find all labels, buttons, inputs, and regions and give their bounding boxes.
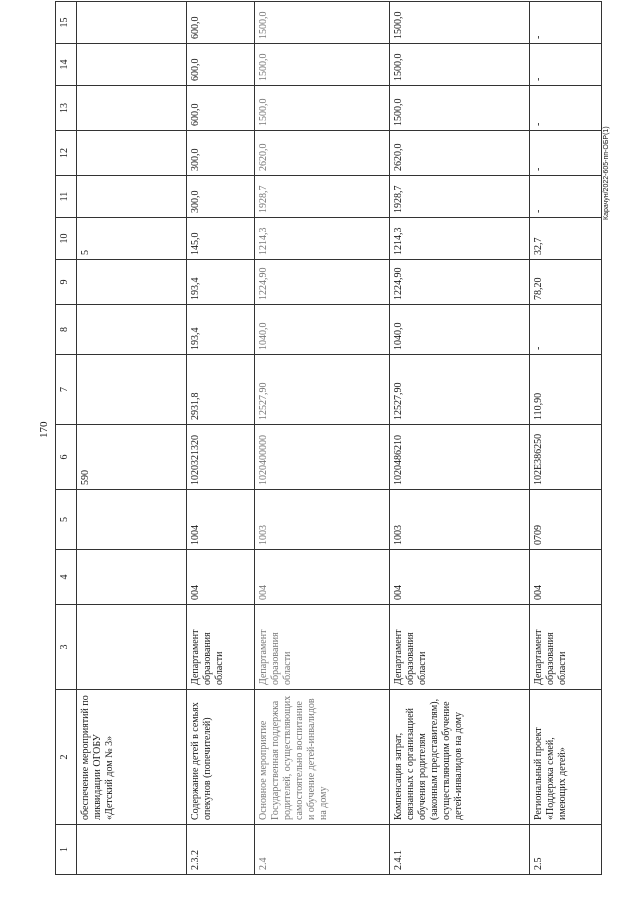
budget-table [55,1,602,875]
table-cell: - [530,176,602,218]
table-cell: 004 [390,550,530,605]
table-cell: 12527,90 [255,355,390,425]
table-cell [77,44,187,86]
table-cell: 1928,7 [255,176,390,218]
column-header: 15 [56,2,77,44]
column-header: 2 [56,690,77,825]
table-cell: 1214,3 [255,218,390,260]
table-cell: - [530,131,602,176]
column-header: 8 [56,305,77,355]
table-cell [77,605,187,690]
table-cell: - [530,44,602,86]
table-cell: 193,4 [187,305,255,355]
table-cell: 1040,0 [390,305,530,355]
table-cell: 300,0 [187,176,255,218]
table-cell: Содержание детей в семьях опекунов (попечителей) [187,690,255,825]
table-cell: 1500,0 [390,2,530,44]
table-row [390,2,530,875]
table-cell: 2.4 [255,825,390,875]
table-cell: 600,0 [187,86,255,131]
table-cell: Департамент образования области [390,605,530,690]
table-cell: 5 [77,218,187,260]
table-cell: 32,7 [530,218,602,260]
page-number: 170 [38,421,50,438]
table-cell: 590 [77,425,187,490]
table-cell: 78,20 [530,260,602,305]
table-cell: 1224,90 [255,260,390,305]
table-cell: 1004 [187,490,255,550]
rotated-table-wrapper [55,11,580,875]
table-cell: Департамент образования области [187,605,255,690]
table-cell [77,2,187,44]
table-cell: - [530,305,602,355]
table-cell: 2.5 [530,825,602,875]
table-cell: 0709 [530,490,602,550]
table-cell: обеспечение мероприятий по ликвидации ОГОБУ «Детский дом № 3» [77,690,187,825]
table-cell: 1020486210 [390,425,530,490]
table-cell: 12527,90 [390,355,530,425]
table-cell: Основное мероприятие Государственная поддержка родителей, осуществляющих самостоятельно воспитание и обучение детей-инвалидов на дому [255,690,390,825]
table-cell: 110,90 [530,355,602,425]
column-header: 3 [56,605,77,690]
header-row [56,2,77,875]
table-cell: 2.4.1 [390,825,530,875]
table-cell: 1003 [390,490,530,550]
table-cell: 102Е386250 [530,425,602,490]
column-header: 10 [56,218,77,260]
table-cell: 1040,0 [255,305,390,355]
table-cell: 2620,0 [390,131,530,176]
table-cell: 1500,0 [390,44,530,86]
table-cell [77,550,187,605]
table-cell: 004 [530,550,602,605]
document-code: Карачун/2022-605-пп-ОБР(1) [603,126,610,220]
table-cell: 004 [255,550,390,605]
table-cell: Компенсация затрат, связанных с организацией обучения родителям (законным представителям), осуществляющим обучение детей-инвалидов на дому [390,690,530,825]
table-cell: 2931,8 [187,355,255,425]
column-header: 4 [56,550,77,605]
table-cell: - [530,2,602,44]
column-header: 12 [56,131,77,176]
table-cell [77,260,187,305]
table-cell: 2620,0 [255,131,390,176]
column-header: 5 [56,490,77,550]
table-row [530,2,602,875]
table-cell: 600,0 [187,44,255,86]
table-cell: 1020321320 [187,425,255,490]
table-cell: 1214,3 [390,218,530,260]
table-cell [77,131,187,176]
table-cell: 300,0 [187,131,255,176]
column-header: 7 [56,355,77,425]
table-cell: 1224,90 [390,260,530,305]
table-cell: 145,0 [187,218,255,260]
table-cell: 193,4 [187,260,255,305]
table-cell: 1500,0 [255,86,390,131]
table-cell: 1928,7 [390,176,530,218]
table-row [187,2,255,875]
table-cell [77,825,187,875]
column-header: 14 [56,44,77,86]
table-cell: - [530,86,602,131]
table-cell [77,176,187,218]
table-cell: Региональный проект «Поддержка семей, имеющих детей» [530,690,602,825]
table-cell: Департамент образования области [530,605,602,690]
table-cell [77,86,187,131]
table-row [255,2,390,875]
table-row [77,2,187,875]
table-cell: Департамент образования области [255,605,390,690]
column-header: 11 [56,176,77,218]
table-body [77,2,602,875]
column-header: 6 [56,425,77,490]
table-cell: 2.3.2 [187,825,255,875]
table-cell [77,490,187,550]
table-cell: 1500,0 [255,2,390,44]
table-cell: 1500,0 [390,86,530,131]
table-cell: 1500,0 [255,44,390,86]
table-cell: 600,0 [187,2,255,44]
column-header: 1 [56,825,77,875]
table-cell: 004 [187,550,255,605]
column-header: 13 [56,86,77,131]
table-cell [77,355,187,425]
column-header: 9 [56,260,77,305]
table-cell [77,305,187,355]
table-cell: 1003 [255,490,390,550]
table-cell: 1020400000 [255,425,390,490]
